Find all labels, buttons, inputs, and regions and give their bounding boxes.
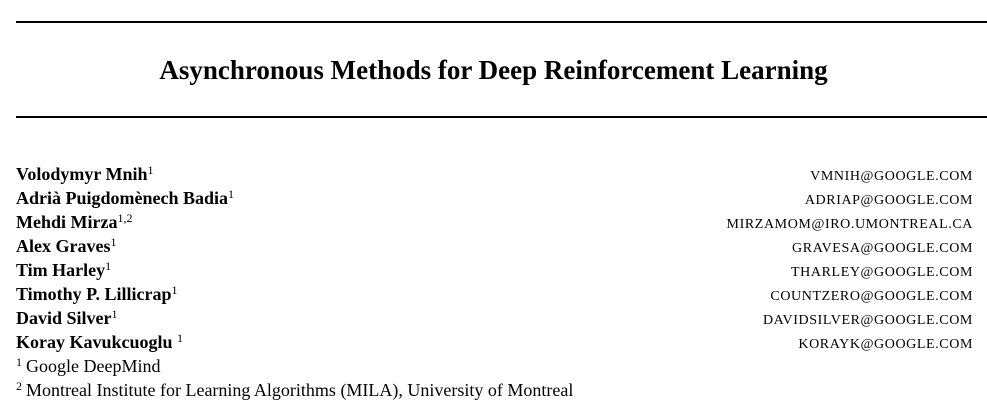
author-name: Timothy P. Lillicrap$^1$ (16, 283, 178, 304)
author-name: Koray Kavukcuoglu $^1$ (16, 331, 184, 352)
affiliation-list (16, 354, 976, 402)
author-row (16, 282, 973, 306)
author-email: DAVIDSILVER@GOOGLE.COM (762, 313, 973, 328)
author-name: David Silver$^1$ (16, 307, 118, 328)
affiliation-line (16, 354, 976, 378)
bottom-rule (16, 116, 987, 118)
author-row (16, 330, 973, 354)
affiliation-mark: 2 (16, 379, 22, 393)
affiliation-mark: 1 (111, 307, 118, 321)
author-row (16, 258, 973, 282)
author-name: Alex Graves$^1$ (16, 235, 117, 256)
author-row (16, 306, 973, 330)
affiliation-mark: 1,2 (117, 211, 133, 225)
top-rule (16, 21, 987, 23)
affiliation-mark: 1 (171, 283, 178, 297)
author-email: THARLEY@GOOGLE.COM (791, 265, 973, 280)
author-row (16, 210, 973, 234)
author-email: ADRIAP@GOOGLE.COM (804, 193, 973, 208)
author-row (16, 186, 973, 210)
author-list (16, 162, 973, 354)
affiliation-text: Montreal Institute for Learning Algorithms (MILA), University of Montreal (26, 380, 574, 400)
author-row (16, 162, 973, 186)
author-email: VMNIH@GOOGLE.COM (810, 169, 973, 184)
author-email: KORAYK@GOOGLE.COM (798, 337, 973, 352)
author-email: MIRZAMOM@IRO.UMONTREAL.CA (726, 217, 973, 232)
affiliation-line (16, 378, 976, 402)
affiliation-mark: 1 (147, 163, 154, 177)
author-name: Adrià Puigdomènech Badia$^1$ (16, 187, 235, 208)
author-name: Tim Harley$^1$ (16, 259, 112, 280)
affiliation-text: Google DeepMind (26, 356, 161, 376)
author-row (16, 234, 973, 258)
affiliation-mark: 1 (105, 259, 112, 273)
author-name: Mehdi Mirza$^{1,2}$ (16, 211, 133, 232)
affiliation-mark: 1 (16, 355, 22, 369)
author-email: COUNTZERO@GOOGLE.COM (770, 289, 973, 304)
author-name: Volodymyr Mnih$^1$ (16, 163, 154, 184)
affiliation-mark: 1 (110, 235, 117, 249)
affiliation-mark: 1 (228, 187, 235, 201)
paper-title: Asynchronous Methods for Deep Reinforcement Learning (159, 55, 828, 85)
author-email: GRAVESA@GOOGLE.COM (792, 241, 973, 256)
affiliation-mark: 1 (177, 331, 184, 345)
